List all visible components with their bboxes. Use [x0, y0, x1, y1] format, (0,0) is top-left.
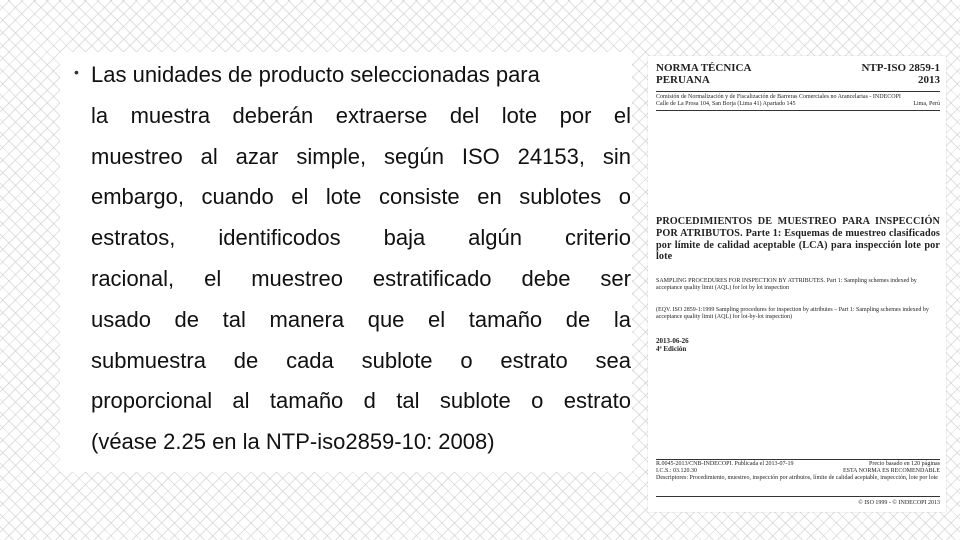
paragraph-line: Las unidades de producto seleccionadas para — [91, 62, 540, 87]
doc-date-block — [656, 337, 689, 353]
doc-edition: 4ª Edición — [656, 345, 687, 353]
doc-norm-label: NORMA TÉCNICA — [656, 62, 752, 74]
doc-ref-row — [656, 461, 940, 468]
doc-header-right — [861, 62, 940, 86]
bullet-marker: • — [74, 64, 79, 80]
doc-english-title: SAMPLING PROCEDURES FOR INSPECTION BY ATTRIBUTES. Part 1: Sampling schemes indexed by acceptance quality limit (AQL) for lot by lot inspection — [656, 278, 917, 291]
slide-text-panel — [60, 52, 632, 472]
doc-address-row — [656, 101, 940, 108]
doc-resolution: R.0045-2013/CNB-INDECOPI. Publicada el 2013-07-19 — [656, 461, 794, 467]
doc-date: 2013-06-26 — [656, 337, 689, 345]
doc-footer-rule — [656, 496, 940, 497]
doc-price: Precio basado en 120 páginas — [869, 461, 940, 467]
paragraph-line: estratos, identificodos baja algún criterio — [91, 225, 631, 251]
paragraph-line: proporcional al tamaño d tal sublote o estrato — [91, 388, 631, 414]
doc-bottom-rule — [656, 459, 940, 460]
doc-header-rule — [656, 91, 940, 92]
doc-header — [656, 62, 940, 90]
doc-country-label: PERUANA — [656, 74, 710, 86]
doc-standard-code: NTP-ISO 2859-1 — [861, 62, 940, 74]
doc-year: 2013 — [918, 74, 940, 86]
doc-header-left — [656, 62, 751, 86]
doc-city: Lima, Perú — [913, 101, 940, 107]
doc-organization — [656, 94, 940, 108]
paragraph-line: muestreo al azar simple, según ISO 24153, sin — [91, 143, 631, 169]
paragraph-line: la muestra deberán extraerse del lote por el — [91, 102, 631, 128]
doc-ics-row — [656, 468, 940, 475]
paragraph-line: racional, el muestreo estratificado debe ser — [91, 265, 631, 291]
paragraph-line: embargo, cuando el lote consiste en sublotes o — [91, 184, 631, 210]
doc-address: Calle de La Prosa 104, San Borja (Lima 41) Apartado 145 — [656, 101, 796, 107]
paragraph-line: (véase 2.25 en la NTP-iso2859-10: 2008) — [91, 429, 495, 455]
paragraph-line: submuestra de cada sublote o estrato sea — [91, 347, 631, 373]
doc-title: PROCEDIMIENTOS DE MUESTREO PARA INSPECCIÓN POR ATRIBUTOS. Parte 1: Esquemas de muestreo clasificados por límite de calidad aceptable (LCA) para inspección lote por lote — [656, 216, 940, 263]
doc-ics: I.C.S.: 03.120.30 — [656, 468, 698, 474]
doc-copyright: © ISO 1999 - © INDECOPI 2013 — [858, 500, 940, 506]
doc-footer-info — [656, 461, 940, 482]
doc-equivalence: (EQV. ISO 2859-1:1999 Sampling procedures for inspection by attributes – Part 1: Sampling schemes indexed by acceptance quality limit (AQL) for lot-by-lot inspection) — [656, 307, 929, 320]
doc-recommendation: ESTA NORMA ES RECOMENDABLE — [842, 468, 940, 474]
paragraph-line: usado de tal manera que el tamaño de la — [91, 306, 631, 332]
doc-org-line: Comisión de Normalización y de Fiscalización de Barreras Comerciales no Arancelarias - INDECOPI — [656, 94, 901, 100]
bullet-paragraph — [91, 60, 631, 468]
doc-descriptors: Descriptores: Procedimiento, muestreo, inspección por atributos, límite de calidad aceptable, inspección, lote por lote — [656, 475, 938, 481]
doc-org-rule — [656, 110, 940, 111]
standard-cover-image — [648, 56, 946, 512]
